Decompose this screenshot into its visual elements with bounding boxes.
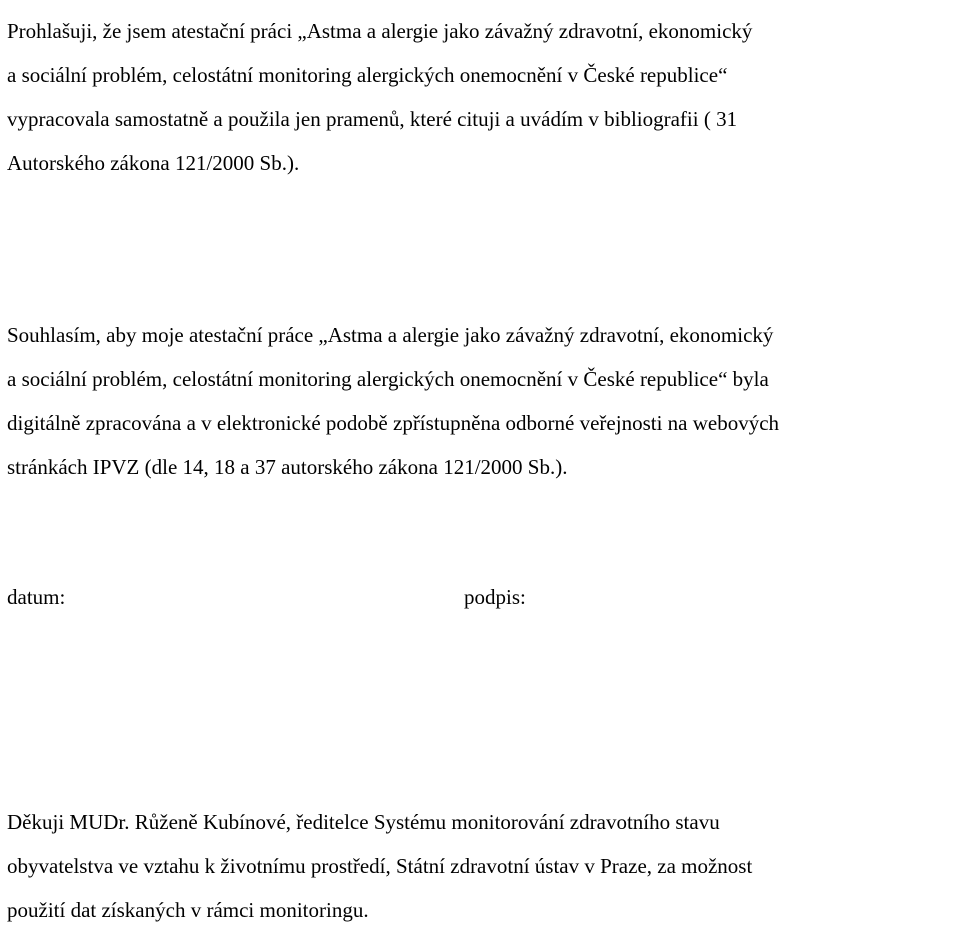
declaration-line: Prohlašuji, že jsem atestační práci „Astma a alergie jako závažný zdravotní, ekonomický (7, 19, 753, 43)
acknowledgement-line: Děkuji MUDr. Růženě Kubínové, ředitelce Systému monitorování zdravotního stavu (7, 810, 720, 834)
acknowledgement-line: použití dat získaných v rámci monitoringu. (7, 898, 369, 922)
consent-paragraph (7, 313, 959, 489)
acknowledgement-line: obyvatelstva ve vztahu k životnímu prostředí, Státní zdravotní ústav v Praze, za možnost (7, 854, 753, 878)
declaration-line: a sociální problém, celostátní monitoring alergických onemocnění v České republice“ (7, 63, 728, 87)
declaration-paragraph (7, 9, 959, 185)
acknowledgement-paragraph (7, 800, 959, 932)
declaration-line: Autorského zákona 121/2000 Sb.). (7, 151, 300, 175)
date-label: datum: (7, 585, 66, 609)
consent-line: digitálně zpracována a v elektronické podobě zpřístupněna odborné veřejnosti na webových (7, 411, 780, 435)
signature-label: podpis: (464, 585, 526, 609)
consent-line: stránkách IPVZ (dle 14, 18 a 37 autorského zákona 121/2000 Sb.). (7, 455, 568, 479)
declaration-line: vypracovala samostatně a použila jen pramenů, které cituji a uvádím v bibliografii ( 31 (7, 107, 738, 131)
consent-line: Souhlasím, aby moje atestační práce „Astma a alergie jako závažný zdravotní, ekonomický (7, 323, 774, 347)
consent-line: a sociální problém, celostátní monitoring alergických onemocnění v České republice“ byla (7, 367, 769, 391)
